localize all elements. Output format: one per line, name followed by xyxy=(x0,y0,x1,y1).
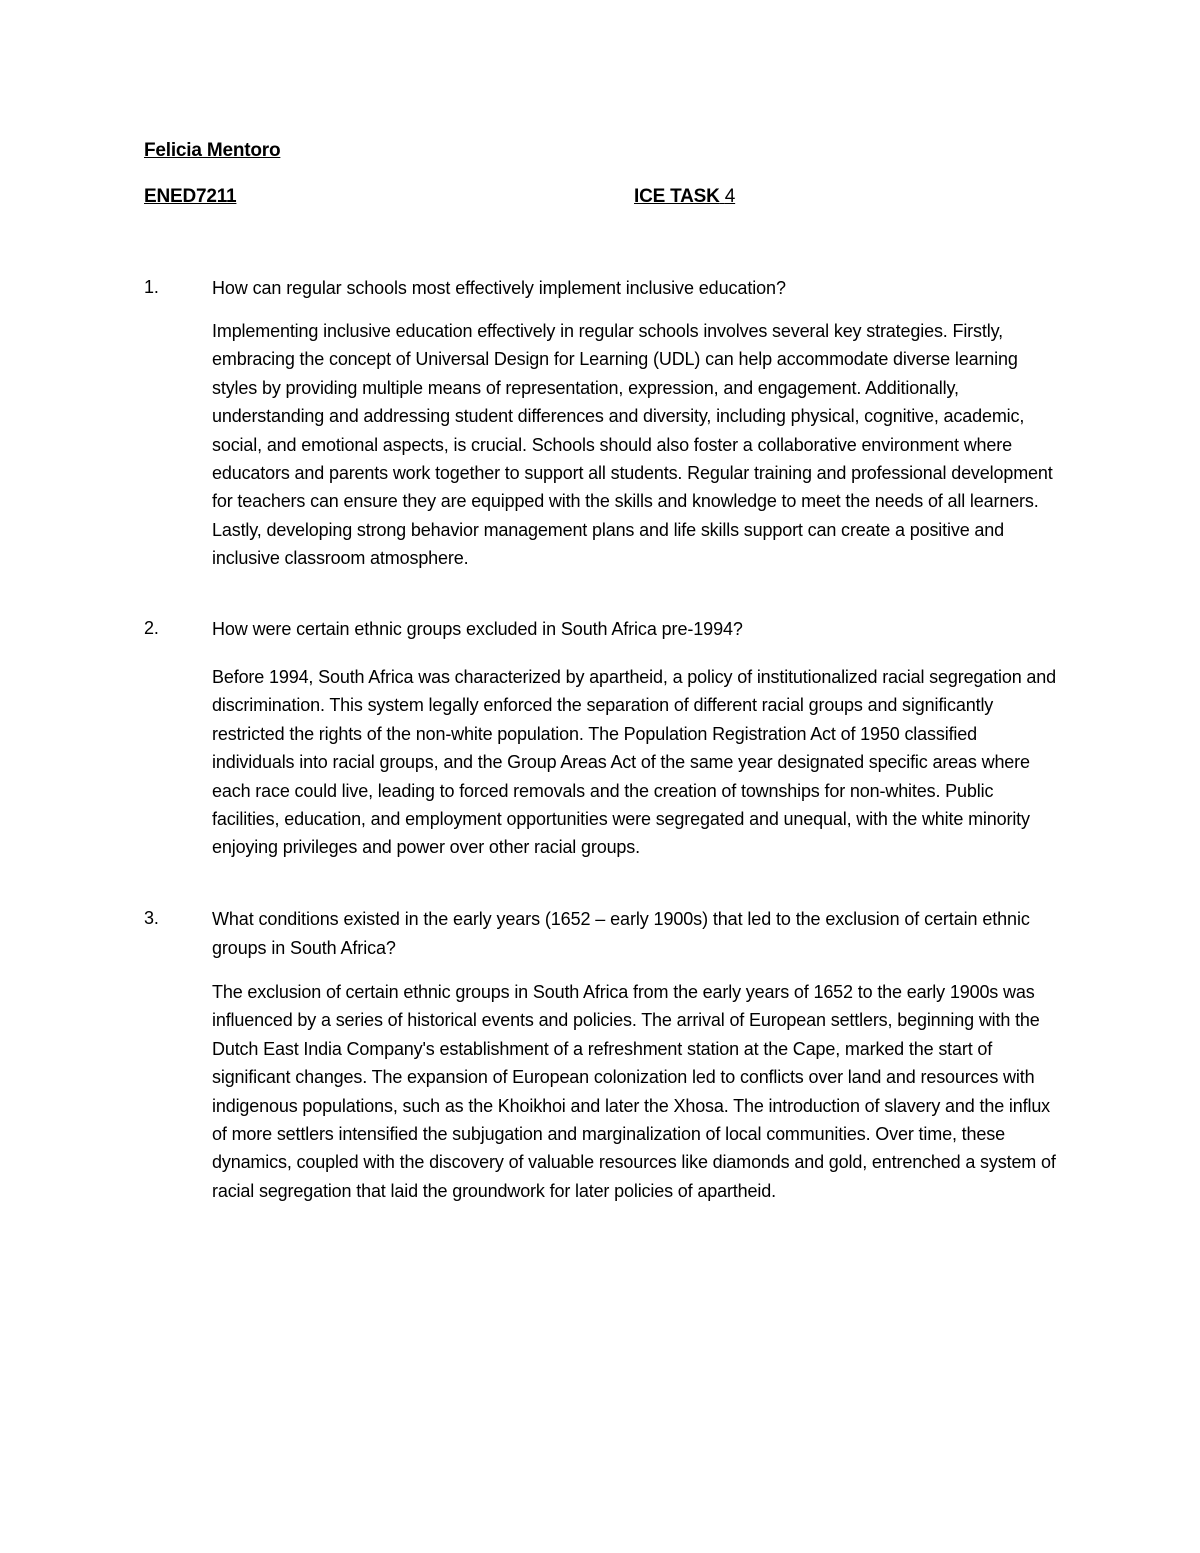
author-name: Felicia Mentoro xyxy=(144,140,281,161)
question-text: How were certain ethnic groups excluded in South Africa pre-1994? xyxy=(212,619,743,639)
task-label: ICE TASK xyxy=(634,186,720,207)
task-number: 4 xyxy=(724,186,736,207)
question-number: 1. xyxy=(144,277,159,297)
question-text: What conditions existed in the early years (1652 – early 1900s) that led to the exclusion of certain ethnic groups in South Africa? xyxy=(212,909,1030,958)
answer-paragraph: Implementing inclusive education effectively in regular schools involves several key strategies. Firstly, embracing the concept of Universal Design for Learning (UDL) can help accommodate diverse learning styles by providing multiple means of representation, expression, and engagement. Additionally, understanding and addressing student differences and diversity, including physical, cognitive, academic, social, and emotional aspects, is crucial. Schools should also foster a collaborative environment where educators and parents work together to support all students. Regular training and professional development for teachers can ensure they are equipped with the skills and knowledge to meet the needs of all learners. Lastly, developing strong behavior management plans and life skills support can create a positive and inclusive classroom atmosphere. xyxy=(212,321,1053,569)
task-title xyxy=(634,186,735,208)
question-number: 2. xyxy=(144,618,159,638)
question-text: How can regular schools most effectively implement inclusive education? xyxy=(212,278,786,298)
course-code: ENED7211 xyxy=(144,186,237,207)
answer-paragraph: Before 1994, South Africa was characterized by apartheid, a policy of institutionalized racial segregation and discrimination. This system legally enforced the separation of different racial groups and significantly restricted the rights of the non-white population. The Population Registration Act of 1950 classified individuals into racial groups, and the Group Areas Act of the same year designated specific areas where each race could live, leading to forced removals and the creation of townships for non-whites. Public facilities, education, and employment opportunities were segregated and unequal, with the white minority enjoying privileges and power over other racial groups. xyxy=(212,667,1057,858)
answer-paragraph: The exclusion of certain ethnic groups in South Africa from the early years of 1652 to the early 1900s was influenced by a series of historical events and policies. The arrival of European settlers, beginning with the Dutch East India Company's establishment of a refreshment station at the Cape, marked the start of significant changes. The expansion of European colonization led to conflicts over land and resources with indigenous populations, such as the Khoikhoi and later the Xhosa. The introduction of slavery and the influx of more settlers intensified the subjugation and marginalization of local communities. Over time, these dynamics, coupled with the discovery of valuable resources like diamonds and gold, entrenched a system of racial segregation that laid the groundwork for later policies of apartheid. xyxy=(212,982,1056,1201)
question-number: 3. xyxy=(144,908,159,928)
